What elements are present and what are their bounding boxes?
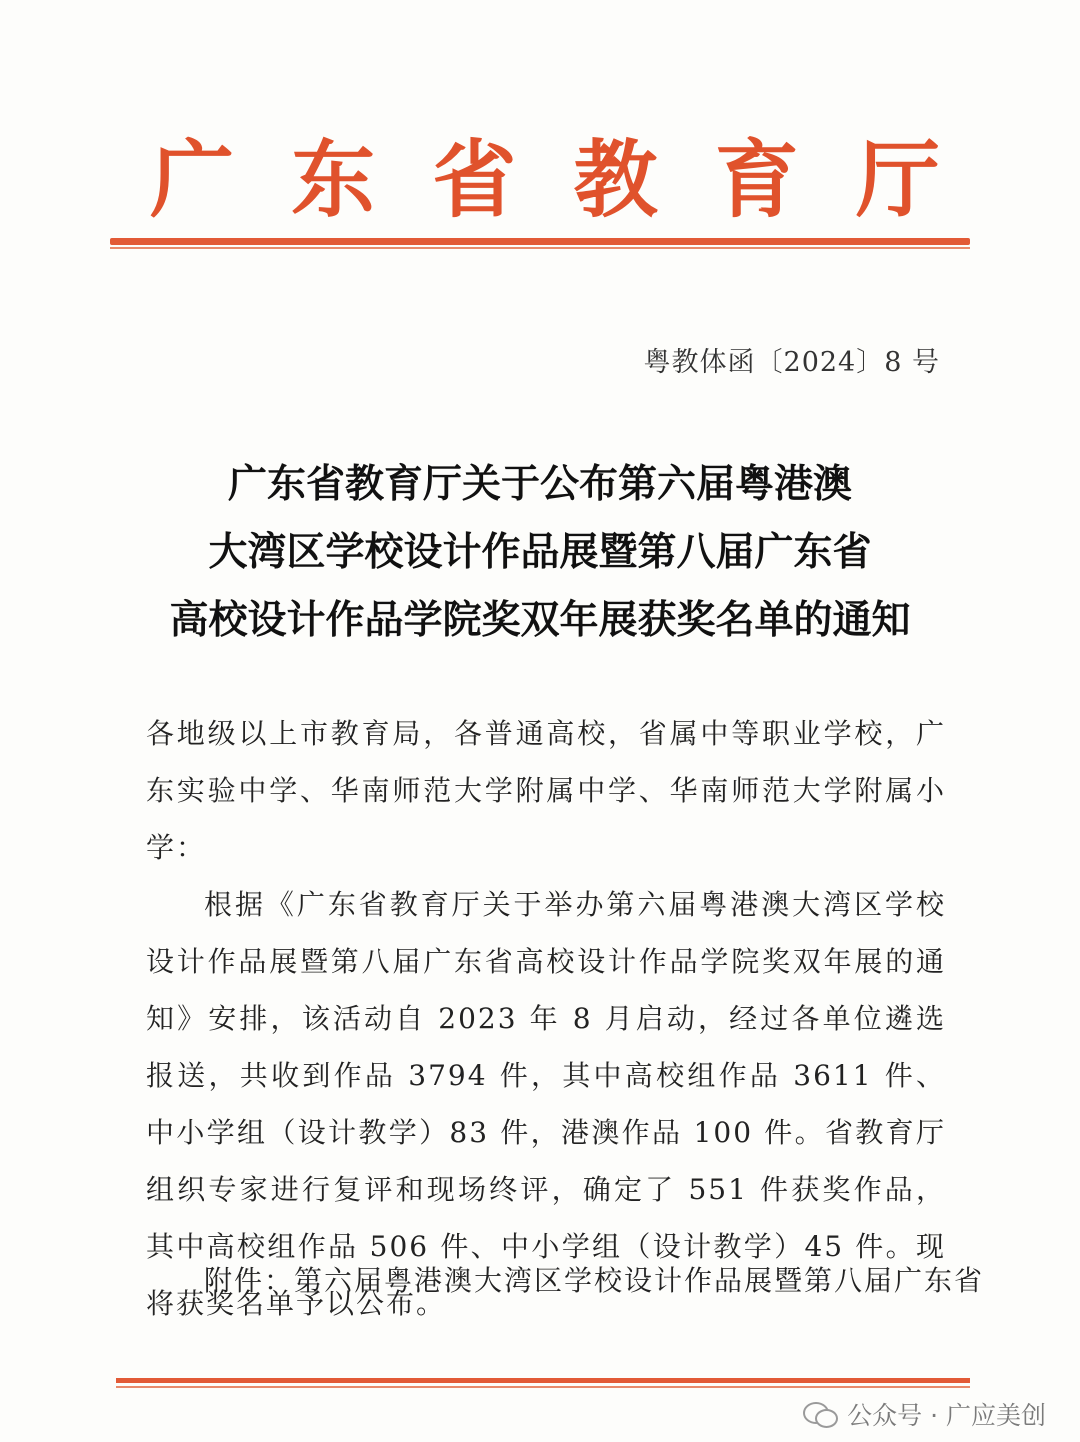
footer-rule	[116, 1378, 970, 1383]
letterhead-char: 厅	[855, 130, 940, 229]
title-line: 高校设计作品学院奖双年展获奖名单的通知	[169, 597, 911, 643]
letterhead-char: 东	[291, 130, 376, 229]
letterhead-char: 广	[150, 130, 235, 229]
document-title	[120, 450, 960, 654]
letterhead-rule-thin	[110, 247, 970, 249]
attachment-line: 附件：第六届粤港澳大湾区学校设计作品展暨第八届广东省	[204, 1264, 985, 1297]
letterhead-rule	[110, 238, 970, 245]
watermark	[803, 1396, 1046, 1432]
letterhead-char: 教	[573, 130, 658, 229]
document-number: 粤教体函〔2024〕8 号	[643, 347, 940, 378]
wechat-icon	[803, 1400, 837, 1428]
main-paragraph: 根据《广东省教育厅关于举办第六届粤港澳大湾区学校设计作品展暨第八届广东省高校设计作品学院奖双年展的通知》安排，该活动自 2023 年 8 月启动，经过各单位遴选报送，共收到作品 3794 件，其中高校组作品 3611 件、中小学组（设计教学）83 件，港澳作品 100 件。省教育厅组织专家进行复评和现场终评，确定了 551 件获奖作品，其中高校组作品 506 件、中小学组（设计教学）45 件。现将获奖名单予以公布。	[146, 888, 946, 1320]
letterhead-char: 育	[714, 130, 799, 229]
letterhead-char: 省	[432, 130, 517, 229]
title-line: 广东省教育厅关于公布第六届粤港澳	[227, 461, 852, 507]
document-body	[146, 705, 946, 1332]
recipients-paragraph: 各地级以上市教育局，各普通高校，省属中等职业学校，广东实验中学、华南师范大学附属中学、华南师范大学附属小学：	[146, 717, 946, 864]
title-line: 大湾区学校设计作品展暨第八届广东省	[208, 529, 872, 575]
footer-rule-thin	[116, 1386, 970, 1388]
letterhead-title	[150, 130, 940, 230]
watermark-text: 公众号 · 广应美创	[847, 1401, 1046, 1430]
